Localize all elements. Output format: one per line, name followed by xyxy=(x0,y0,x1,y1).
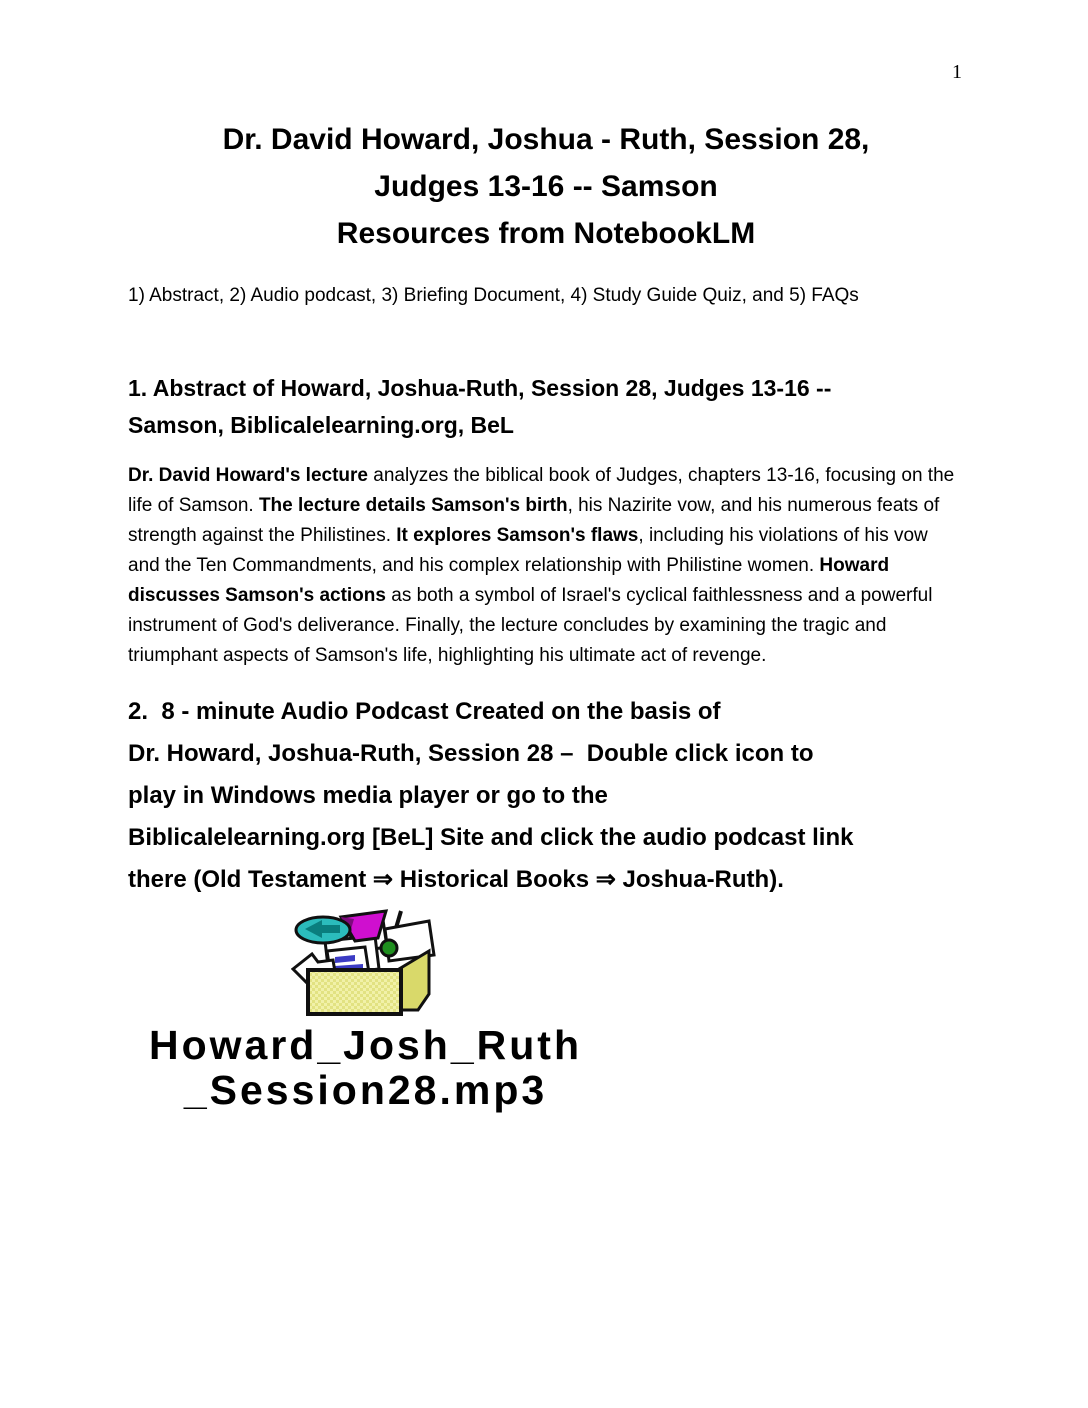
document-content xyxy=(128,0,964,1113)
section2-heading-line-2: Dr. Howard, Joshua-Ruth, Session 28 – Double click icon to xyxy=(128,740,814,767)
title-line-1: Dr. David Howard, Joshua - Ruth, Session 28, xyxy=(222,123,870,156)
abstract-run: , including his violations of his vow and the Ten Commandments, and his complex relationship with Philistine women. xyxy=(128,525,928,576)
audio-package-icon[interactable] xyxy=(291,907,441,1021)
title-line-2: Judges 13-16 -- Samson xyxy=(374,170,718,203)
audio-filename xyxy=(128,1023,603,1113)
document-title xyxy=(128,116,964,257)
abstract-run: It explores Samson's flaws xyxy=(396,525,639,546)
abstract-paragraph xyxy=(128,461,964,671)
section2-heading xyxy=(128,691,964,901)
abstract-run: as both a symbol of Israel's cyclical faithlessness and a powerful instrument of God's deliverance. Finally, the lecture concludes by examining the tragic and triumphant aspects of Samson's life, highlighting his ultimate act of revenge. xyxy=(128,585,933,666)
section1-heading-line-1: 1. Abstract of Howard, Joshua-Ruth, Session 28, Judges 13-16 -- xyxy=(128,375,832,401)
contents-summary-line: 1) Abstract, 2) Audio podcast, 3) Briefing Document, 4) Study Guide Quiz, and 5) FAQs xyxy=(128,285,859,306)
section2-heading-line-4: Biblicalelearning.org [BeL] Site and click the audio podcast link xyxy=(128,824,854,851)
section1-heading xyxy=(128,370,964,444)
section2-heading-line-5: there (Old Testament ⇒ Historical Books ⇒ Joshua-Ruth). xyxy=(128,866,784,893)
abstract-run: Dr. David Howard's lecture xyxy=(128,465,368,486)
abstract-run: Howard discusses Samson's actions xyxy=(128,555,890,606)
audio-filename-line-2: _Session28.mp3 xyxy=(183,1067,548,1113)
section1-heading-line-2: Samson, Biblicalelearning.org, BeL xyxy=(128,412,514,438)
section2-heading-line-1: 2. 8 - minute Audio Podcast Created on the basis of xyxy=(128,698,721,725)
audio-file-figure xyxy=(128,907,603,1113)
note-ball xyxy=(381,940,397,956)
page-number: 1 xyxy=(952,61,962,83)
audio-filename-line-1: Howard_Josh_Ruth xyxy=(149,1022,582,1068)
abstract-run: The lecture details Samson's birth xyxy=(258,495,568,516)
abstract-run: , his Nazirite vow, and his numerous feats of strength against the Philistines. xyxy=(128,495,940,546)
section2-heading-line-3: play in Windows media player or go to the xyxy=(128,782,608,809)
cd-disc xyxy=(296,917,350,943)
title-line-3: Resources from NotebookLM xyxy=(336,217,756,250)
abstract-run: analyzes the biblical book of Judges, chapters 13-16, focusing on the life of Samson. xyxy=(128,465,955,516)
